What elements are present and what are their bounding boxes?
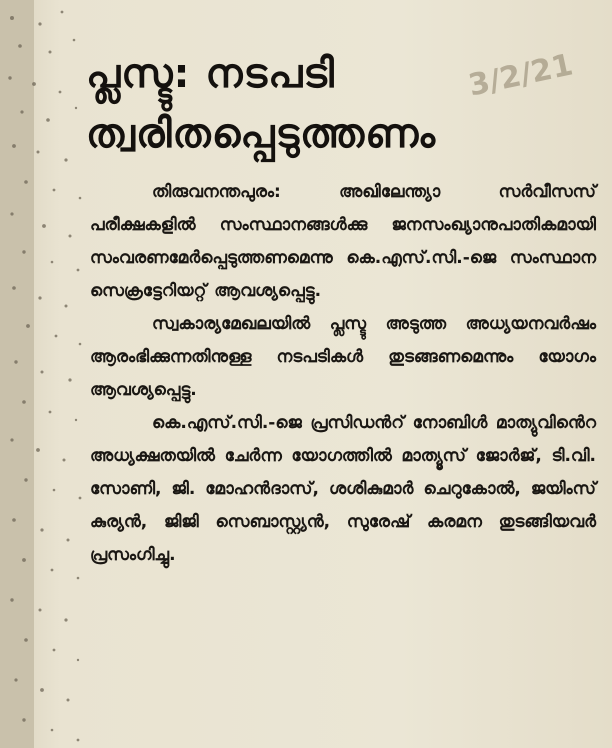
article-body	[90, 176, 596, 572]
article-paragraph-1: തിരുവനന്തപുരം: അഖിലേന്ത്യാ സർവീസസ് പരീക്ഷകളിൽ സംസ്ഥാനങ്ങൾക്കു ജനസംഖ്യാനുപാതികമായി സംവരണമേർപ്പെടുത്തണമെന്നു കെ.എസ്.സി.-ജെ സംസ്ഥാന സെക്രട്ടേറിയറ്റ് ആവശ്യപ്പെട്ടു.	[90, 182, 596, 301]
headline	[86, 44, 436, 164]
headline-line-1: പ്ലസ്ടു: നടപടി	[86, 51, 335, 97]
headline-line-2: ത്വരിതപ്പെടുത്തണം	[86, 111, 437, 157]
handwritten-date: 3/2/21	[465, 47, 576, 104]
article-paragraph-3: കെ.എസ്.സി.-ജെ പ്രസിഡൻറ് നോബിൾ മാത്യുവിൻെറ അധ്യക്ഷതയിൽ ചേർന്ന യോഗത്തിൽ മാത്യൂസ് ജോർജ്, ടി.വി. സോണി, ജി. മോഹൻദാസ്, ശശികുമാർ ചെറുകോൽ, ജയിംസ് കുര്യൻ, ജിജി സെബാസ്റ്റ്യൻ, സുരേഷ് കരമന തുടങ്ങിയവർ പ്രസംഗിച്ചു.	[90, 413, 596, 565]
perforation-dots	[0, 0, 90, 748]
article-paragraph-2: സ്വകാര്യമേഖലയിൽ പ്ലസ്ടു അടുത്ത അധ്യയനവർഷം ആരംഭിക്കുന്നതിനുള്ള നടപടികൾ തുടങ്ങണമെന്നും യോഗം ആവശ്യപ്പെട്ടു.	[90, 314, 596, 400]
